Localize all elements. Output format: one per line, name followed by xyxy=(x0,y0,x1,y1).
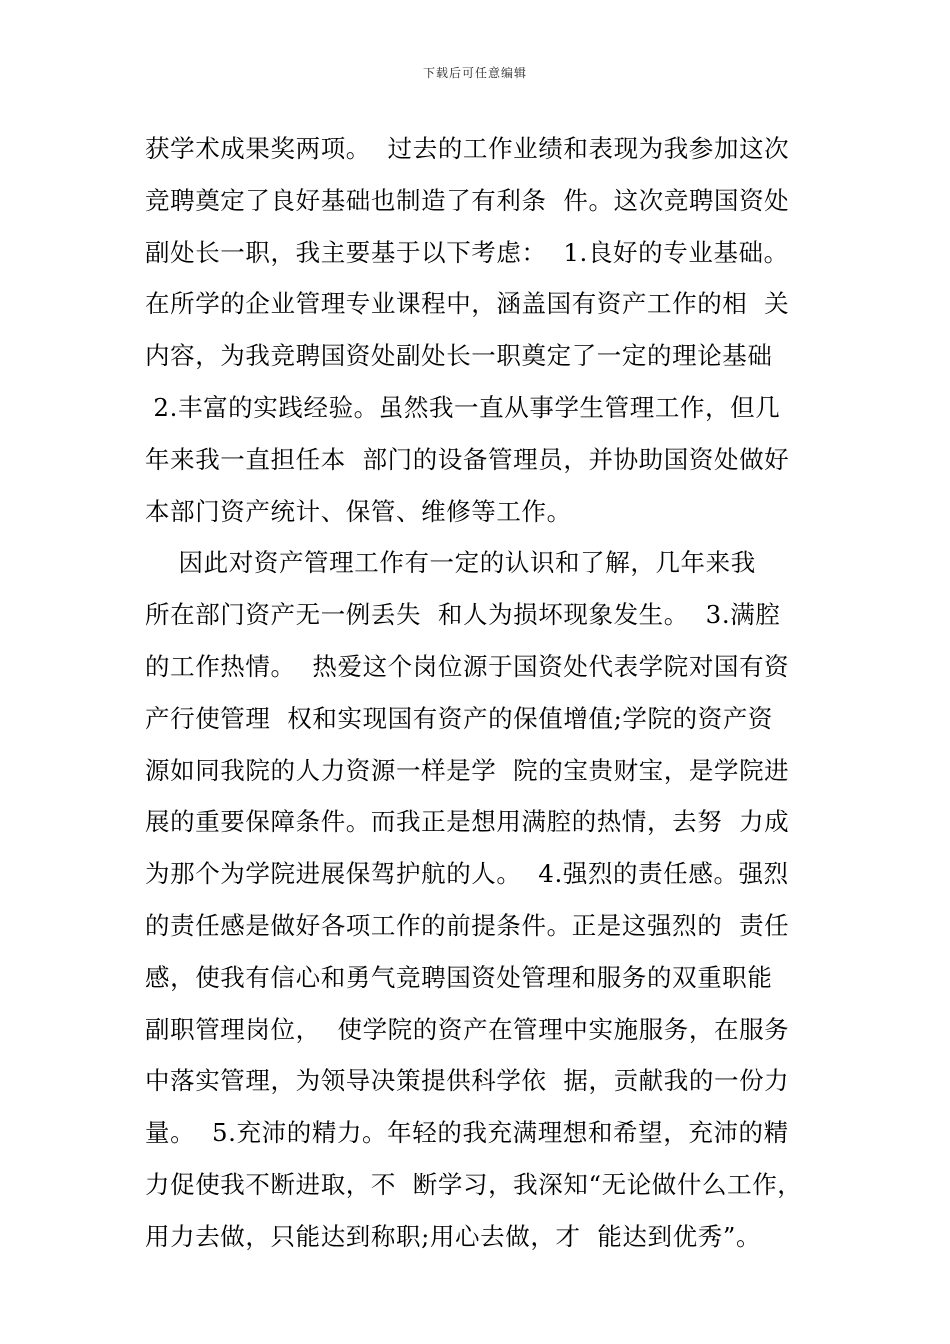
text-line: 副职管理岗位， 使学院的资产在管理中实施服务，在服务 xyxy=(145,1014,790,1044)
text-line: 内容，为我竞聘国资处副处长一职奠定了一定的理论基础 xyxy=(145,341,773,371)
text-line: 的责任感是做好各项工作的前提条件。正是这强烈的 责任 xyxy=(145,910,790,940)
text-line: 在所学的企业管理专业课程中，涵盖国有资产工作的相 关 xyxy=(145,289,790,319)
text-line: 量。 5.充沛的精力。年轻的我充满理想和希望，充沛的精 xyxy=(145,1118,789,1148)
text-line: 副处长一职，我主要基于以下考虑： 1.良好的专业基础。 xyxy=(145,237,789,267)
text-line: 源如同我院的人力资源一样是学 院的宝贵财宝，是学院进 xyxy=(145,755,790,785)
text-line: 力促使我不断进取，不 断学习，我深知“无论做什么工作， xyxy=(145,1169,803,1199)
text-line: 竞聘奠定了良好基础也制造了有利条 件。这次竞聘国资处 xyxy=(145,185,790,215)
text-line: 产行使管理 权和实现国有资产的保值增值;学院的资产资 xyxy=(145,703,774,733)
body-text xyxy=(145,123,825,1263)
text-line: 因此对资产管理工作有一定的认识和了解，几年来我 xyxy=(145,548,756,578)
text-line: 用力去做，只能达到称职;用心去做，才 能达到优秀”。 xyxy=(145,1221,762,1251)
text-line: 获学术成果奖两项。 过去的工作业绩和表现为我参加这次 xyxy=(145,134,790,163)
text-line: 本部门资产统计、保管、维修等工作。 xyxy=(145,496,572,526)
text-line: 年来我一直担任本 部门的设备管理员，并协助国资处做好 xyxy=(145,444,790,474)
text-line: 的工作热情。 热爱这个岗位源于国资处代表学院对国有资 xyxy=(145,651,790,681)
text-line: 展的重要保障条件。而我正是想用满腔的热情，去努 力成 xyxy=(145,807,790,837)
text-line: 感，使我有信心和勇气竞聘国资处管理和服务的双重职能 xyxy=(145,962,773,992)
text-line: 中落实管理，为领导决策提供科学依 据，贡献我的一份力 xyxy=(145,1066,790,1096)
text-line: 所在部门资产无一例丢失 和人为损坏现象发生。 3.满腔 xyxy=(145,600,781,630)
page-header: 下载后可任意编辑 xyxy=(422,66,527,80)
text-line: 为那个为学院进展保驾护航的人。 4.强烈的责任感。强烈 xyxy=(145,859,789,889)
text-line: 2.丰富的实践经验。虽然我一直从事学生管理工作，但几 xyxy=(145,392,781,422)
